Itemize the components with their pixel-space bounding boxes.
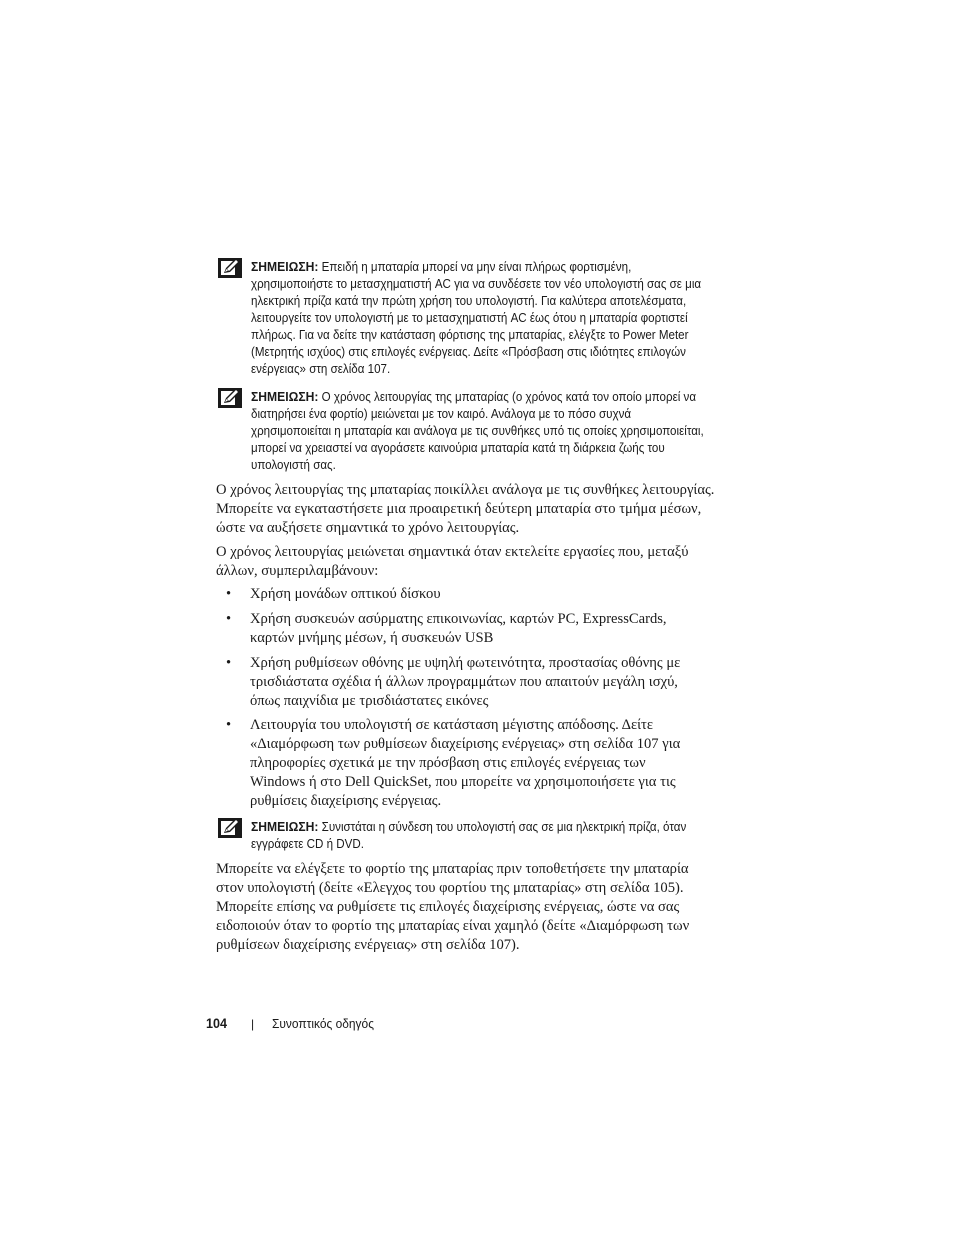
- list-item-text: Λειτουργία του υπολογιστή σε κατάσταση μέγιστης απόδοσης. Δείτε «Διαμόρφωση των ρυθμίσεων διαχείρισης ενέργειας» στη σελίδα 107 για πληροφορίες σχετικά με την πρόσβαση στις επιλογές ενέργειας των Windows ή στο Dell QuickSet, που μπορείτε να χρησιμοποιήσετε για τις ρυθμίσεις διαχείρισης ενέργειας.: [250, 717, 681, 809]
- list-item: [216, 716, 696, 811]
- page-footer: [206, 1015, 383, 1031]
- list-item-text: Χρήση συσκευών ασύρματης επικοινωνίας, καρτών PC, ExpressCards, καρτών μνήμης μέσων, ή συσκευών USB: [250, 611, 667, 646]
- footer-separator: |: [250, 1017, 255, 1031]
- note-pencil-icon: [218, 258, 242, 278]
- note-pencil-icon: [218, 388, 242, 408]
- note-1: [218, 258, 710, 378]
- list-item: [216, 585, 696, 604]
- bullet-icon: •: [226, 611, 232, 627]
- bullet-icon: •: [226, 586, 232, 602]
- chapter-title: Συνοπτικός οδηγός: [271, 1016, 374, 1031]
- bullet-icon: •: [226, 655, 232, 671]
- note-2: [218, 388, 710, 474]
- note-pencil-icon: [218, 818, 242, 838]
- note-text: Επειδή η μπαταρία μπορεί να μην είναι πλήρως φορτισμένη, χρησιμοποιήστε το μετασχηματιστή AC για να συνδέσετε τον νέο υπολογιστή σας σε μια ηλεκτρική πρίζα κατά την πρώτη χρήση του υπολογιστή. Για καλύτερα αποτελέσματα, λειτουργείτε τον υπολογιστή με το μετασχηματιστή AC έως ότου η μπαταρία φορτιστεί πλήρως. Για να δείτε την κατάσταση φόρτισης της μπαταρίας, ελέγξτε το Power Meter (Μετρητής ισχύος) στις επιλογές ενέργειας. Δείτε «Πρόσβαση στις ιδιότητες επιλογών ενέργειας» στη σελίδα 107.: [251, 260, 702, 376]
- body-paragraph-1: Ο χρόνος λειτουργίας της μπαταρίας ποικίλλει ανάλογα με τις συνθήκες λειτουργίας. Μπορείτε να εγκαταστήσετε μια προαιρετική δεύτερη μπαταρία στο τμήμα μέσων, ώστε να αυξήσετε σημαντικά το χρόνο λειτουργίας.: [216, 482, 715, 536]
- body-paragraph-2: Ο χρόνος λειτουργίας μειώνεται σημαντικά όταν εκτελείτε εργασίες που, μεταξύ άλλων, συμπεριλαμβάνουν:: [216, 544, 689, 579]
- list-item-text: Χρήση ρυθμίσεων οθόνης με υψηλή φωτεινότητα, προστασίας οθόνης με τρισδιάστατα σχέδια ή άλλων προγραμμάτων που απαιτούν μεγάλη ισχύ, όπως παιχνίδια με τρισδιάστατες εικόνες: [250, 655, 681, 709]
- list-item: [216, 610, 696, 648]
- page-number: 104: [206, 1015, 228, 1031]
- body-paragraph-3: Μπορείτε να ελέγξετε το φορτίο της μπαταρίας πριν τοποθετήσετε την μπαταρία στον υπολογιστή (δείτε «Ελεγχος του φορτίου της μπαταρίας» στη σελίδα 105). Μπορείτε επίσης να ρυθμίσετε τις επιλογές διαχείρισης ενέργειας, ώστε να σας ειδοποιούν όταν το φορτίο της μπαταρίας είναι χαμηλό (δείτε «Διαμόρφωση των ρυθμίσεων διαχείρισης ενέργειας» στη σελίδα 107).: [216, 861, 690, 953]
- note-label: ΣΗΜΕΙΩΣΗ:: [251, 259, 319, 274]
- list-item: [216, 654, 696, 711]
- list-item-text: Χρήση μονάδων οπτικού δίσκου: [250, 586, 441, 602]
- note-label: ΣΗΜΕΙΩΣΗ:: [251, 819, 319, 834]
- bullet-icon: •: [226, 717, 232, 733]
- note-label: ΣΗΜΕΙΩΣΗ:: [251, 389, 319, 404]
- note-text: Συνιστάται η σύνδεση του υπολογιστή σας σε μια ηλεκτρική πρίζα, όταν εγγράφετε CD ή DVD.: [251, 820, 687, 851]
- note-text: Ο χρόνος λειτουργίας της μπαταρίας (ο χρόνος κατά τον οποίο μπορεί να διατηρήσει ένα φορτίο) μειώνεται με τον καιρό. Ανάλογα με το πόσο συχνά χρησιμοποιείται η μπαταρία και ανάλογα με τις συνθήκες υπό τις οποίες χρησιμοποιείται, μπορεί να χρειαστεί να αγοράσετε καινούρια μπαταρία κατά τη διάρκεια ζωής του υπολογιστή σας.: [251, 390, 704, 472]
- note-3: [218, 818, 710, 853]
